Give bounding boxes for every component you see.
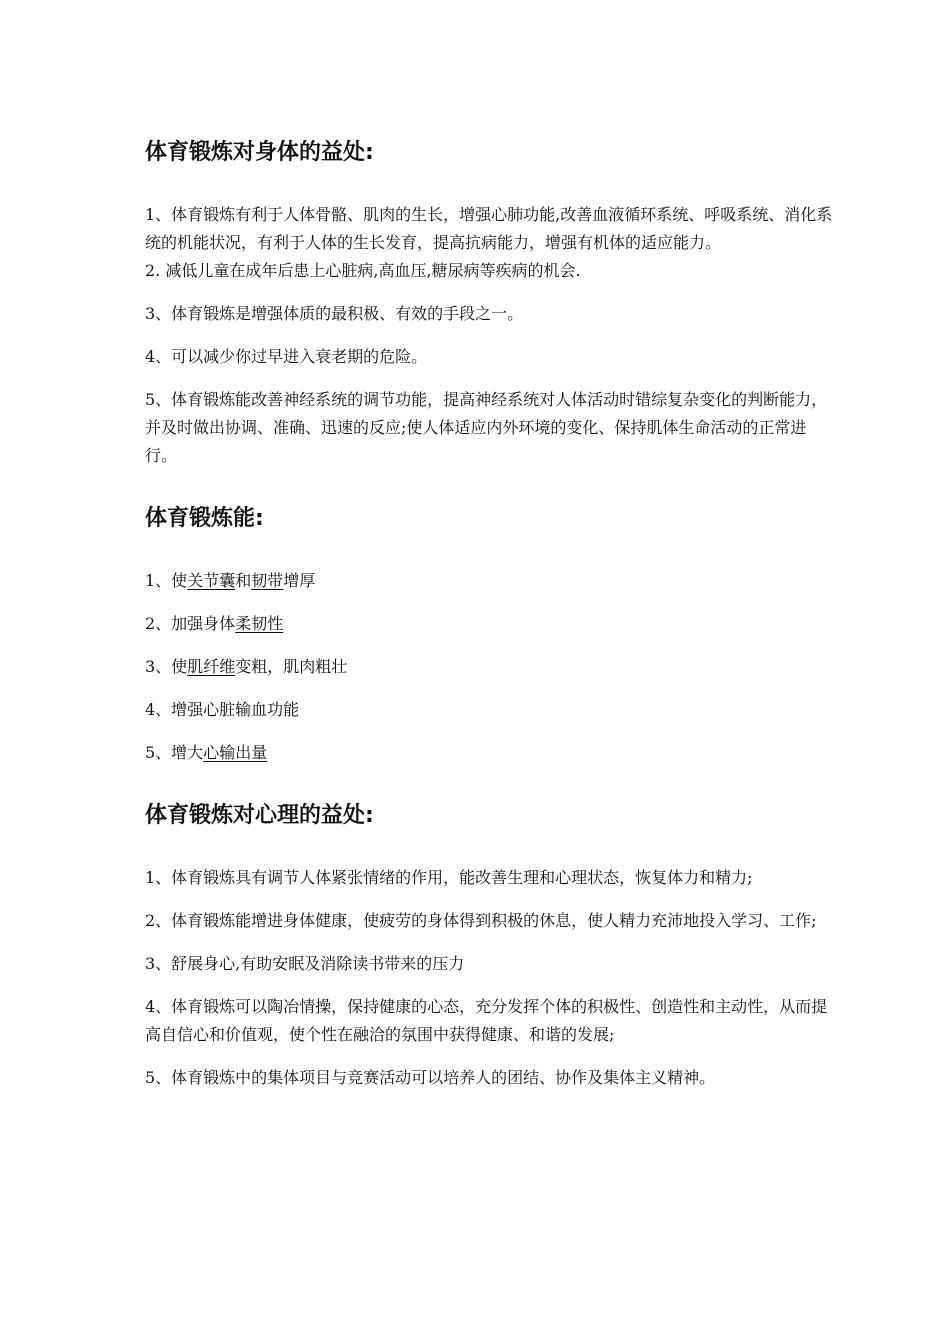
list-item: 4、体育锻炼可以陶冶情操，保持健康的心态，充分发挥个体的积极性、创造性和主动性，从而提高自信心和价值观，使个性在融洽的氛围中获得健康、和谐的发展; bbox=[145, 997, 828, 1044]
list-item: 2、体育锻炼能增进身体健康，使疲劳的身体得到积极的休息，使人精力充沛地投入学习、工作; bbox=[145, 911, 817, 930]
list-item: 5、体育锻炼能改善神经系统的调节功能，提高神经系统对人体活动时错综复杂变化的判断能力，并及时做出协调、准确、迅速的反应;使人体适应内外环境的变化、保持肌体生命活动的正常进行。 bbox=[145, 390, 828, 465]
item-text: 变粗，肌肉粗壮 bbox=[235, 657, 348, 676]
item-text: 1、使 bbox=[145, 571, 188, 590]
list-item bbox=[145, 567, 835, 595]
term-flexibility: 柔韧性 bbox=[235, 614, 284, 633]
list-item: 5、体育锻炼中的集体项目与竞赛活动可以培养人的团结、协作及集体主义精神。 bbox=[145, 1068, 716, 1087]
list-item: 2. 减低儿童在成年后患上心脏病,高血压,糖尿病等疾病的机会. bbox=[145, 261, 581, 280]
list-item: 1、体育锻炼具有调节人体紧张情绪的作用，能改善生理和心理状态，恢复体力和精力; bbox=[145, 868, 753, 887]
list-item: 1、体育锻炼有利于人体骨骼、肌肉的生长，增强心肺功能,改善血液循环系统、呼吸系统、消化系统的机能状况，有利于人体的生长发育，提高抗病能力，增强有机体的适应能力。 bbox=[145, 205, 833, 252]
list-item bbox=[145, 696, 835, 724]
section-title-psychological-benefits: 体育锻炼对心理的益处: bbox=[145, 803, 374, 828]
item-text: 和 bbox=[235, 571, 252, 590]
term-ligament: 韧带 bbox=[251, 571, 284, 590]
list-item bbox=[145, 739, 835, 767]
term-muscle-fiber: 肌纤维 bbox=[187, 657, 236, 676]
item-text: 3、使 bbox=[145, 657, 188, 676]
list-item bbox=[145, 653, 835, 681]
item-text: 5、增大 bbox=[145, 743, 204, 762]
term-cardiac-output: 心输出量 bbox=[203, 743, 268, 762]
item-text: 2、加强身体 bbox=[145, 614, 236, 633]
list-item: 3、体育锻炼是增强体质的最积极、有效的手段之一。 bbox=[145, 304, 524, 323]
list-item: 4、可以减少你过早进入衰老期的危险。 bbox=[145, 347, 428, 366]
list-item: 3、舒展身心,有助安眠及消除读书带来的压力 bbox=[145, 954, 465, 973]
document-content bbox=[145, 138, 835, 1092]
list-item bbox=[145, 610, 835, 638]
item-text: 4、增强心脏输血功能 bbox=[145, 700, 300, 719]
term-joint-capsule: 关节囊 bbox=[187, 571, 236, 590]
item-text: 增厚 bbox=[283, 571, 316, 590]
section-title-exercise-can: 体育锻炼能: bbox=[145, 506, 264, 531]
section-title-physical-benefits: 体育锻炼对身体的益处: bbox=[145, 140, 374, 165]
